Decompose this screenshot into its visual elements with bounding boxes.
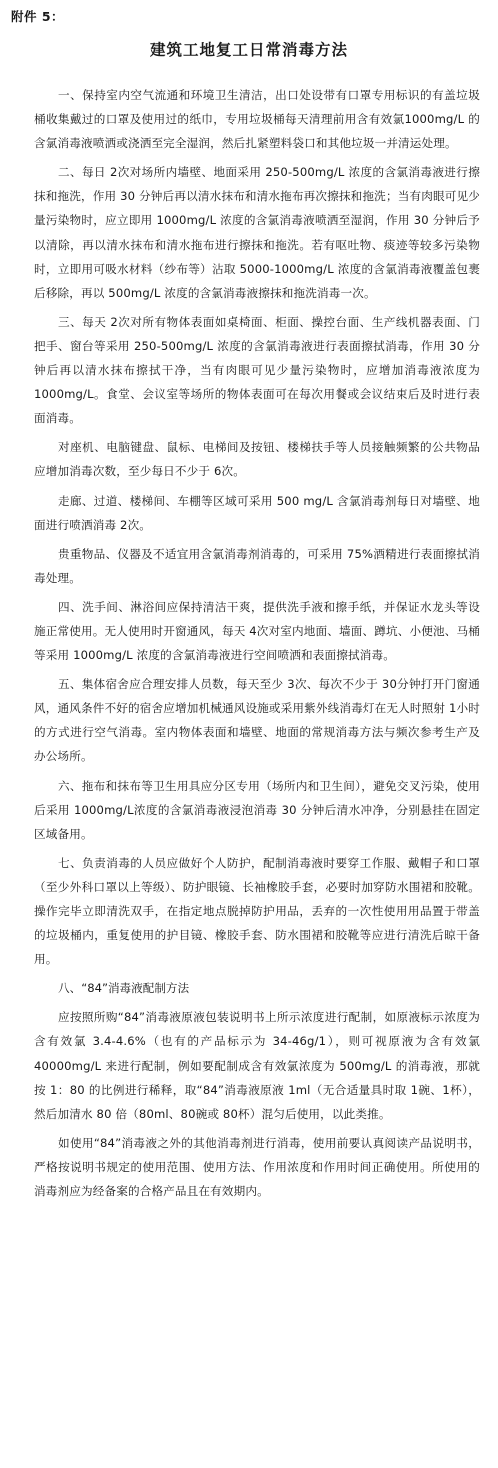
paragraph-corridors: 走廊、过道、楼梯间、车棚等区域可采用 500 mg/L 含氯消毒剂每日对墙壁、地面进行喷洒消毒 2次。 <box>34 493 480 532</box>
paragraph-section-2: 二、每日 2次对场所内墙壁、地面采用 250-500mg/L 浓度的含氯消毒液进行擦抹和拖洗，作用 30 分钟后再以清水抹布和清水拖布再次擦抹和拖洗；当有肉眼可见少量污染物时，应立即用 1000mg/L 浓度的含氯消毒液喷洒至湿润，作用 30 分钟后予以清除，再以清水抹布和清水拖布进行擦抹和拖洗。若有呕吐物、痰迹等较多污染物时，立即用可吸水材料（纱布等）沾取 5000-1000mg/L 浓度的含氯消毒液覆盖包裹后移除，再以 500mg/L 浓度的含氯消毒液擦抹和拖洗消毒一次。 <box>34 165 480 300</box>
section-8-heading: 八、“84”消毒液配制方法 <box>58 981 190 996</box>
paragraph-public-items: 对座机、电脑键盘、鼠标、电梯间及按钮、楼梯扶手等人员接触频繁的公共物品应增加消毒次数，至少每日不少于 6次。 <box>34 440 480 479</box>
paragraph-section-6: 六、拖布和抹布等卫生用具应分区专用（场所内和卫生间），避免交叉污染，使用后采用 1000mg/L浓度的含氯消毒液浸泡消毒 30 分钟后清水冲净，分别悬挂在固定区域备用。 <box>34 778 480 841</box>
paragraph-section-5: 五、集体宿舍应合理安排人员数，每天至少 3次、每次不少于 30分钟打开门窗通风，通风条件不好的宿舍应增加机械通风设施或采用紫外线消毒灯在无人时照射 1小时的方式进行空气消毒。室内物体表面和墙壁、地面的常规消毒方法与频次参考生产及办公场所。 <box>34 677 480 764</box>
document-body <box>34 83 480 1208</box>
paragraph-section-7: 七、负责消毒的人员应做好个人防护，配制消毒液时要穿工作服、戴帽子和口罩（至少外科口罩以上等级）、防护眼镜、长袖橡胶手套，必要时加穿防水围裙和胶靴。操作完毕立即清洗双手，在指定地点脱掉防护用品，丢弃的一次性使用用品置于带盖的垃圾桶内，重复使用的护目镜、橡胶手套、防水围裙和胶靴等应进行清洗后晾干备用。 <box>34 855 480 967</box>
paragraph-section-3: 三、每天 2次对所有物体表面如桌椅面、柜面、操控台面、生产线机器表面、门把手、窗台等采用 250-500mg/L 浓度的含氯消毒液进行表面擦拭消毒，作用 30 分钟后再以清水抹布擦拭干净，当有肉眼可见少量污染物时，应增加消毒液浓度为 1000mg/L。食堂、会议室等场所的物体表面可在每次用餐或会议结束后及时进行表面消毒。 <box>34 314 480 426</box>
document-title: 建筑工地复工日常消毒方法 <box>149 41 348 59</box>
paragraph-section-4: 四、洗手间、淋浴间应保持清洁干爽，提供洗手液和擦手纸，并保证水龙头等设施正常使用。无人使用时开窗通风，每天 4次对室内地面、墙面、蹲坑、小便池、马桶等采用 1000mg/L 浓度的含氯消毒液进行空间喷洒和表面擦拭消毒。 <box>34 599 480 663</box>
paragraph-valuables: 贵重物品、仪器及不适宜用含氯消毒剂消毒的，可采用 75%酒精进行表面擦拭消毒处理。 <box>34 546 480 585</box>
paragraph-section-8-dilution: 应按照所购“84”消毒液原液包装说明书上所示浓度进行配制，如原液标示浓度为含有效氯 3.4-4.6%（也有的产品标示为 34-46g/1），则可视原液为含有效氯 40000mg/L 来进行配制，例如要配制成含有效氯浓度为 500mg/L 的消毒液，那就按 1：80 的比例进行稀释，取“84”消毒液原液 1ml（无合适量具时取 1碗、1杯），然后加清水 80 倍（80ml、80碗或 80杯）混匀后使用，以此类推。 <box>34 1010 480 1121</box>
paragraph-section-8-other-disinfectants: 如使用“84”消毒液之外的其他消毒剂进行消毒，使用前要认真阅读产品说明书，严格按说明书规定的使用范围、使用方法、作用浓度和作用时间正确使用。所使用的消毒剂应为经备案的合格产品且在有效期内。 <box>34 1135 480 1199</box>
annex-label: 附件 5： <box>11 9 65 24</box>
paragraph-section-1: 一、保持室内空气流通和环境卫生清洁，出口处设带有口罩专用标识的有盖垃圾桶收集戴过的口罩及使用过的纸巾，专用垃圾桶每天清理前用含有效氯1000mg/L 的含氯消毒液喷洒或浇洒至完全湿润，然后扎紧塑料袋口和其他垃圾一并清运处理。 <box>34 88 480 151</box>
